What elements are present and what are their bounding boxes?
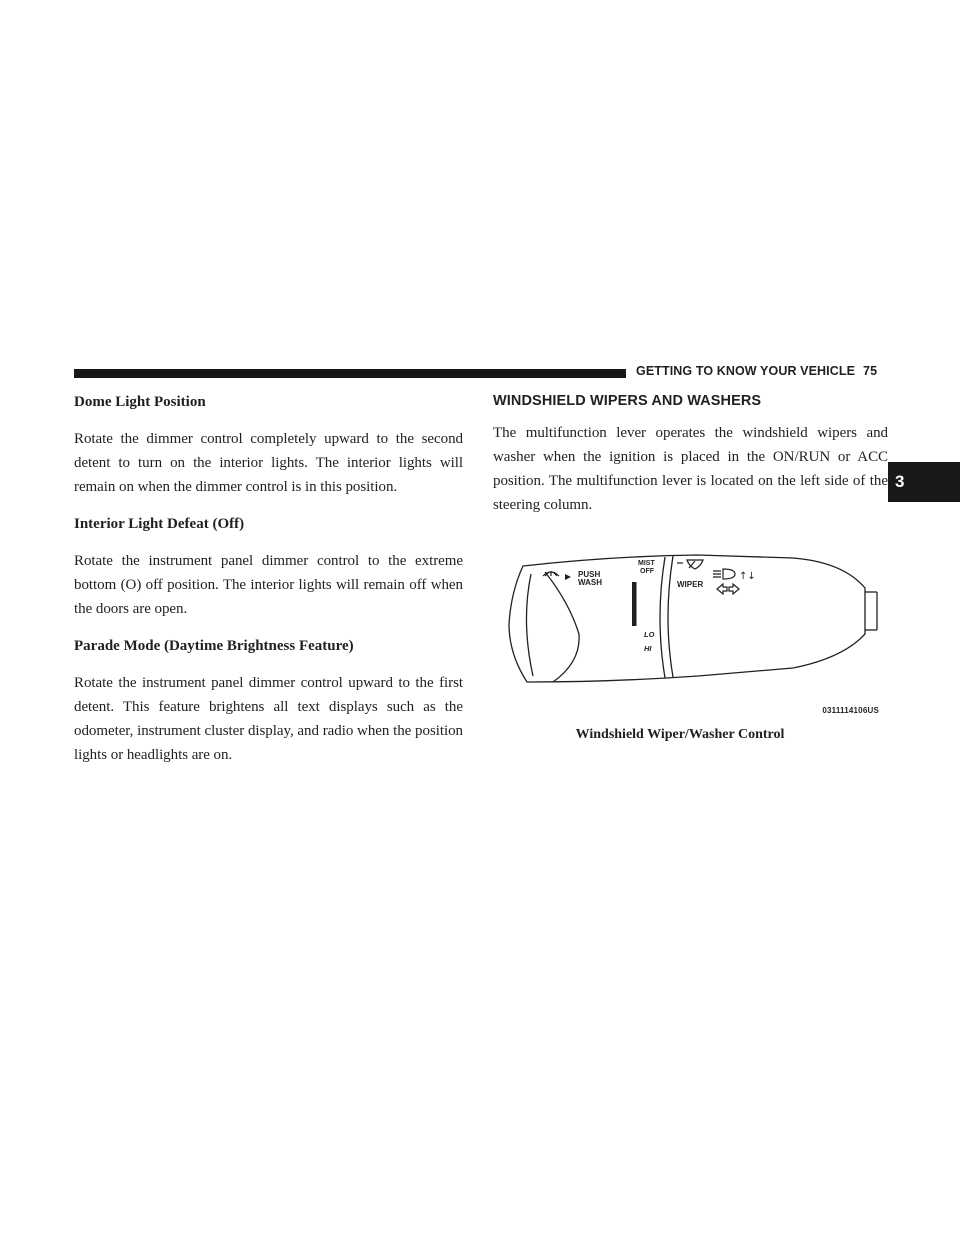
windshield-body: The multifunction lever operates the windshield wipers and washer when the ignition is placed in the ON/RUN or ACC position. The multifunction lever is located on the left side of the steering column. bbox=[493, 425, 888, 513]
chapter-number: 3 bbox=[895, 472, 905, 491]
section-title: GETTING TO KNOW YOUR VEHICLE bbox=[636, 364, 856, 378]
windshield-heading: WINDSHIELD WIPERS AND WASHERS bbox=[493, 393, 762, 409]
wiper-lever-illustration bbox=[493, 542, 891, 720]
position-indicator bbox=[632, 582, 637, 626]
wiper-label: WIPER bbox=[677, 580, 704, 589]
section-body: Rotate the dimmer control completely upward to the second detent to turn on the interior lights. The interior lights will remain on when the dimmer control is in this position. bbox=[74, 431, 463, 495]
turn-signal-icon bbox=[717, 584, 739, 594]
section-heading: Dome Light Position bbox=[74, 394, 206, 410]
lever-drawing bbox=[493, 542, 891, 720]
section-body: Rotate the instrument panel dimmer control to the extreme bottom (O) off position. The interior lights will remain off when the doors are open. bbox=[74, 553, 463, 617]
section-body: Rotate the instrument panel dimmer control upward to the first detent. This feature brightens all text displays such as the odometer, instrument cluster display, and radio when the position lights or headlights are on. bbox=[74, 675, 463, 763]
chapter-tab bbox=[888, 462, 960, 502]
up-down-arrows-icon: ↑↓ bbox=[739, 571, 756, 582]
wash-label: WASH bbox=[578, 578, 602, 587]
header-rule bbox=[74, 369, 626, 378]
running-header bbox=[636, 364, 892, 378]
page-number: 75 bbox=[863, 364, 878, 378]
hi-label: HI bbox=[644, 644, 652, 653]
section-heading: Parade Mode (Daytime Brightness Feature) bbox=[74, 638, 354, 654]
section-heading: Interior Light Defeat (Off) bbox=[74, 516, 245, 532]
lo-label: LO bbox=[644, 630, 655, 639]
off-label: OFF bbox=[640, 568, 654, 575]
left-column bbox=[74, 392, 463, 782]
headlamp-icon bbox=[713, 569, 735, 579]
arrow-icon bbox=[565, 574, 571, 580]
push-label: PUSH bbox=[578, 570, 601, 579]
mist-label: MIST bbox=[638, 560, 655, 567]
figure-code: 0311114106US bbox=[822, 706, 879, 715]
right-column bbox=[493, 392, 888, 532]
figure-caption: Windshield Wiper/Washer Control bbox=[575, 727, 785, 742]
wiper-icon bbox=[677, 560, 703, 569]
